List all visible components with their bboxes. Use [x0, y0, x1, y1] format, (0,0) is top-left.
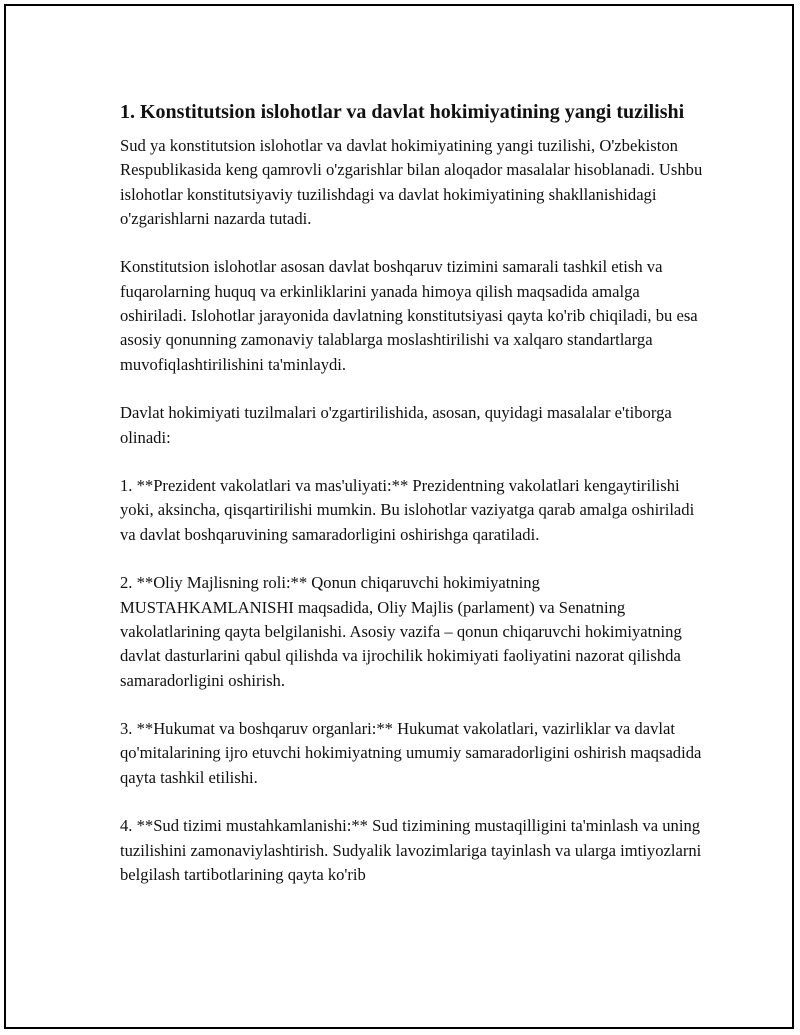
list-item-judiciary: 4. **Sud tizimi mustahkamlanishi:** Sud tizimining mustaqilligini ta'minlash va uning tuzilishini zamonaviylashtirish. Sudyalik lavozimlariga tayinlash va ularga imtiyozlarni belgilash tartibotlarining qayta ko'rib	[120, 816, 702, 884]
document-page	[4, 4, 794, 1029]
document-content	[120, 99, 710, 912]
list-item-president: 1. **Prezident vakolatlari va mas'uliyati:** Prezidentning vakolatlari kengaytirilishi yoki, aksincha, qisqartirilishi mumkin. Bu islohotlar vaziyatga qarab amalga oshiriladi va davlat boshqaruvining samaradorligini oshirishga qaratiladi.	[120, 476, 695, 544]
paragraph-structures: Davlat hokimiyati tuzilmalari o'zgartirilishida, asosan, quyidagi masalalar e'tiborga olinadi:	[120, 403, 672, 447]
paragraph-reforms: Konstitutsion islohotlar asosan davlat boshqaruv tizimini samarali tashkil etish va fuqarolarning huquq va erkinliklarini yanada himoya qilish maqsadida amalga oshiriladi. Islohotlar jarayonida davlatning konstitutsiyasi qayta ko'rib chiqiladi, bu esa asosiy qonunning zamonaviy talablarga moslashtirilishi va xalqaro standartlarga muvofiqlashtirilishini ta'minlaydi.	[120, 257, 698, 374]
list-item-government: 3. **Hukumat va boshqaruv organlari:** Hukumat vakolatlari, vazirliklar va davlat qo'mitalarining ijro etuvchi hokimiyatning umumiy samaradorligini oshirish maqsadida qayta tashkil etilishi.	[120, 719, 702, 787]
paragraph-intro: Sud ya konstitutsion islohotlar va davlat hokimiyatining yangi tuzilishi, O'zbekiston Respublikasida keng qamrovli o'zgarishlar bilan aloqador masalalar hisoblanadi. Ushbu islohotlar konstitutsiyaviy tuzilishdagi va davlat hokimiyatining shakllanishidagi o'zgarishlarni nazarda tutadi.	[120, 136, 703, 228]
section-heading: 1. Konstitutsion islohotlar va davlat hokimiyatining yangi tuzilishi	[120, 101, 685, 123]
list-item-oliy-majlis: 2. **Oliy Majlisning roli:** Qonun chiqaruvchi hokimiyatning MUSTAHKAMLANISHI maqsadida, Oliy Majlis (parlament) va Senatning vakolatlarining qayta belgilanishi. Asosiy vazifa – qonun chiqaruvchi hokimiyatning davlat dasturlarini qabul qilishda va ijrochilik hokimiyati faoliyatini nazorat qilishda samaradorligini oshirish.	[120, 573, 682, 690]
